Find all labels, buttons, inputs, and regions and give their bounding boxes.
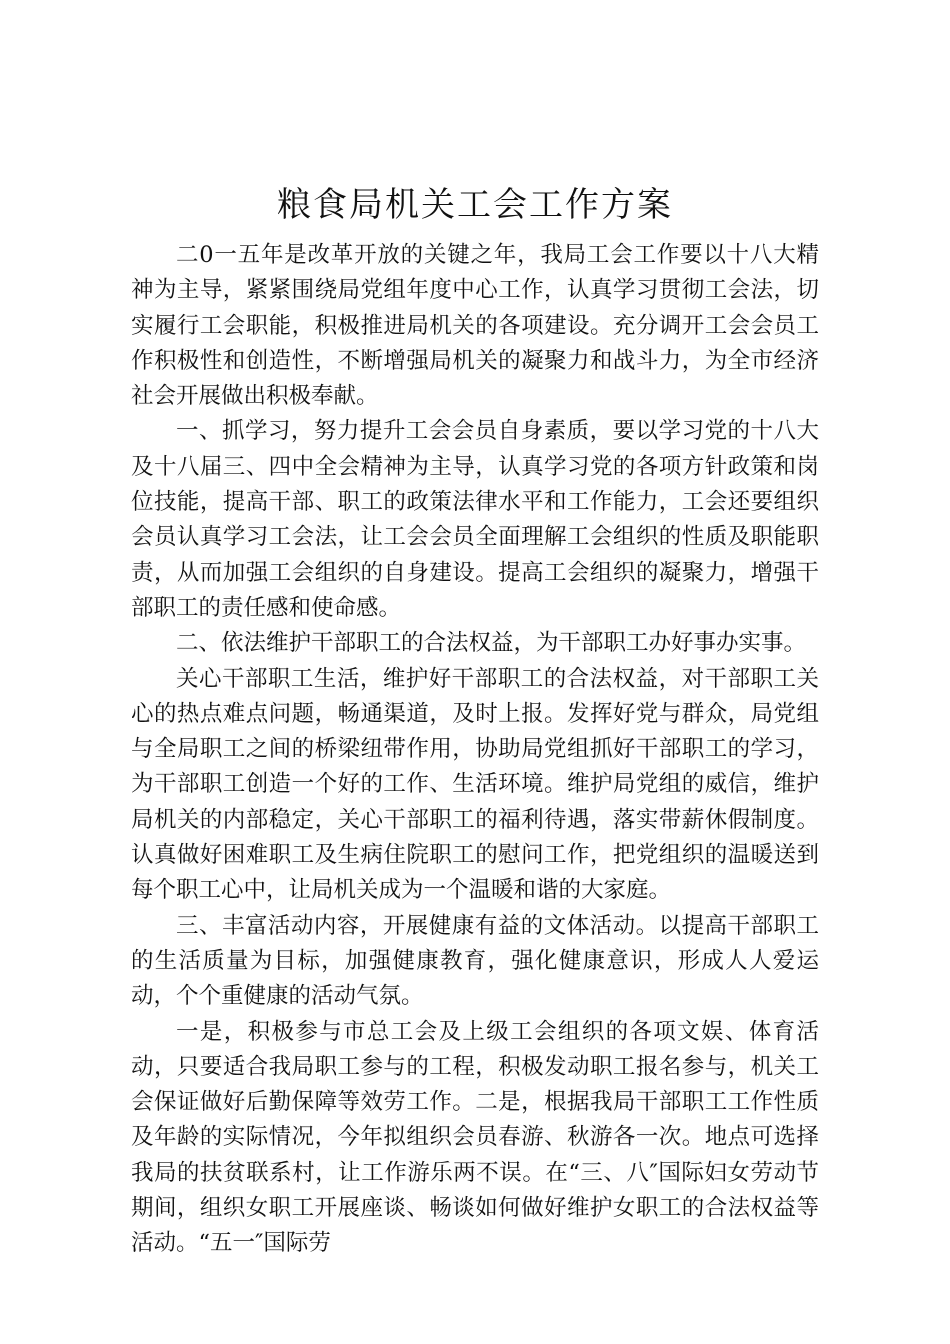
paragraph-section-2: 二、依法维护干部职工的合法权益，为干部职工办好事办实事。 <box>176 630 807 657</box>
paragraph-intro: 二0一五年是改革开放的关键之年，我局工会工作要以十八大精神为主导，紧紧围绕局党组年度中心工作，认真学习贯彻工会法，切实履行工会职能，积极推进局机关的各项建设。充分调开工会会员工作积极性和创造性，不断增强局机关的凝聚力和战斗力，为全市经济社会开展做出积极奉献。 <box>131 242 819 410</box>
paragraph-section-3-detail: 一是，积极参与市总工会及上级工会组织的各项文娱、体育活动，只要适合我局职工参与的工程，积极发动职工报名参与，机关工会保证做好后勤保障等效劳工作。二是，根据我局干部职工工作性质及年龄的实际情况，今年拟组织会员春游、秋游各一次。地点可选择我局的扶贫联系村，让工作游乐两不误。在“三、八″国际妇女劳动节期间，组织女职工开展座谈、畅谈如何做好维护女职工的合法权益等活动。“五一″国际劳 <box>131 1018 819 1257</box>
document-body <box>131 238 819 1262</box>
paragraph-section-2-detail: 关心干部职工生活，维护好干部职工的合法权益，对干部职工关心的热点难点问题，畅通渠道，及时上报。发挥好党与群众，局党组与全局职工之间的桥梁纽带作用，协助局党组抓好干部职工的学习，为干部职工创造一个好的工作、生活环境。维护局党组的威信，维护局机关的内部稳定，关心干部职工的福利待遇，落实带薪休假制度。认真做好困难职工及生病住院职工的慰问工作，把党组织的温暖送到每个职工心中，让局机关成为一个温暖和谐的大家庭。 <box>131 665 819 904</box>
document-title: 粮食局机关工会工作方案 <box>277 185 673 225</box>
paragraph-section-3: 三、丰富活动内容，开展健康有益的文体活动。以提高干部职工的生活质量为目标，加强健康教育，强化健康意识，形成人人爱运动，个个重健康的活动气氛。 <box>131 912 819 1010</box>
paragraph-section-1: 一、抓学习，努力提升工会会员自身素质，要以学习党的十八大及十八届三、四中全会精神为主导，认真学习党的各项方针政策和岗位技能，提高干部、职工的政策法律水平和工作能力，工会还要组织会员认真学习工会法，让工会会员全面理解工会组织的性质及职能职责，从而加强工会组织的自身建设。提高工会组织的凝聚力，增强干部职工的责任感和使命感。 <box>131 418 819 621</box>
